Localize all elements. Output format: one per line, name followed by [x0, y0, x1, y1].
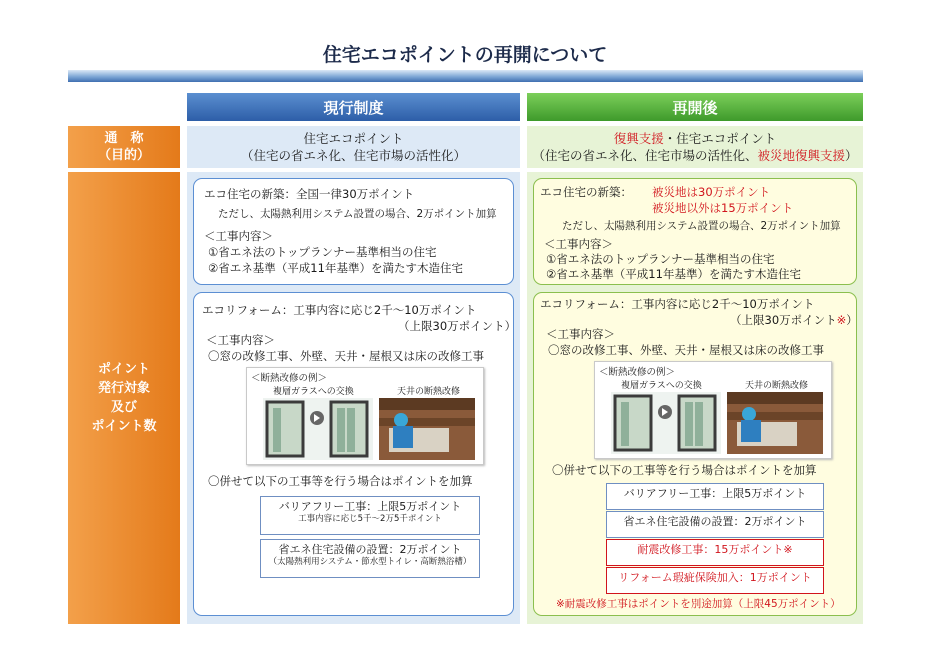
after-barrier-free-label: バリアフリー工事：上限5万ポイント [623, 487, 807, 500]
current-barrier-free-line1: バリアフリー工事：上限5万ポイント [278, 500, 462, 513]
after-reform-work1: 〇窓の改修工事、外壁、天井・屋根又は床の改修工事 [548, 343, 824, 357]
current-name-cell [187, 126, 520, 168]
after-new-build-red2: 被災地以外は15万ポイント [652, 201, 794, 215]
header-after-restart: 再開後 [527, 93, 863, 121]
row-label-name [68, 126, 180, 168]
after-reform-line2 [730, 313, 858, 327]
after-reform-line2-text: （上限30万ポイント [730, 313, 837, 327]
example-caption-glass: 複層ガラスへの交換 [273, 387, 354, 397]
current-energy-equipment-box [260, 539, 480, 578]
insulation-example-title: ＜断熱改修の例＞ [251, 373, 328, 384]
row-label-name-line2: （目的） [97, 148, 150, 163]
after-name-red: 復興支援 [613, 131, 664, 146]
after-new-build-work1: ①省エネ法のトップランナー基準相当の住宅 [546, 252, 775, 266]
after-defect-insurance-label: リフォーム瑕疵保険加入：1万ポイント [618, 571, 812, 584]
current-barrier-free-box [260, 496, 480, 535]
after-name-line2-b: ） [845, 148, 858, 163]
after-new-build-box [533, 178, 857, 285]
after-new-build-work-heading: ＜工事内容＞ [544, 237, 613, 251]
current-energy-equipment-line1: 省エネ住宅設備の設置：2万ポイント [278, 543, 462, 556]
page-title: 住宅エコポイントの再開について [322, 44, 608, 66]
current-new-build-work-heading: ＜工事内容＞ [204, 229, 273, 243]
after-name-line2-red: 被災地復興支援 [757, 148, 845, 163]
after-seismic-box [606, 539, 824, 566]
after-reform-add-note: 〇併せて以下の工事等を行う場合はポイントを加算 [552, 463, 817, 477]
current-new-build-work2: ②省エネ基準（平成11年基準）を満たす木造住宅 [208, 261, 463, 275]
after-energy-equipment-box [606, 511, 824, 538]
current-reform-line1: エコリフォーム：工事内容に応じ2千～10万ポイント [202, 303, 477, 317]
after-example-caption-glass: 複層ガラスへの交換 [621, 381, 702, 391]
after-ceiling-insulation-photo [727, 392, 823, 454]
after-new-build-line3: ただし、太陽熱利用システム設置の場合、2万ポイント加算 [562, 220, 841, 232]
current-energy-equipment-line2: （太陽熱利用システム・節水型トイレ・高断熱浴槽） [268, 557, 472, 567]
current-reform-add-note: 〇併せて以下の工事等を行う場合はポイントを加算 [208, 474, 473, 488]
example-caption-ceiling: 天井の断熱改修 [397, 387, 461, 397]
after-new-build-red1: 被災地は30万ポイント [652, 185, 771, 199]
after-defect-insurance-box [606, 567, 824, 594]
row-label-points-line3: 及び [110, 400, 137, 415]
current-new-build-line2: ただし、太陽熱利用システム設置の場合、2万ポイント加算 [218, 208, 497, 220]
after-window-glass-photo [611, 392, 721, 454]
current-new-build-line1: エコ住宅の新築：全国一律30万ポイント [204, 187, 415, 201]
after-insulation-example-panel [594, 361, 832, 459]
row-label-name-line1: 通 称 [104, 131, 144, 146]
current-body-cell [187, 172, 520, 624]
after-reform-line2-end: ） [846, 313, 858, 327]
current-reform-box [193, 292, 517, 616]
current-barrier-free-line2: 工事内容に応じ5千～2万5千ポイント [298, 514, 442, 524]
after-new-build-label: エコ住宅の新築： [540, 185, 632, 199]
after-footnote: ※耐震改修工事はポイントを別途加算（上限45万ポイント） [556, 598, 841, 610]
ceiling-insulation-photo [379, 398, 475, 460]
current-name-line1: 住宅エコポイント [303, 131, 404, 146]
after-name-line2 [527, 147, 863, 164]
after-name-line1 [527, 130, 863, 147]
current-new-build-work1: ①省エネ法のトップランナー基準相当の住宅 [208, 245, 437, 259]
row-label-points-line4: ポイント数 [91, 419, 157, 434]
current-new-build-box [193, 178, 514, 285]
after-body-cell [527, 172, 863, 624]
current-reform-work-heading: ＜工事内容＞ [206, 333, 275, 347]
after-insulation-example-title: ＜断熱改修の例＞ [599, 367, 676, 378]
row-label-points-line2: 発行対象 [97, 381, 150, 396]
current-name-line2: （住宅の省エネ化、住宅市場の活性化） [240, 148, 466, 163]
after-new-build-work2: ②省エネ基準（平成11年基準）を満たす木造住宅 [546, 267, 801, 281]
after-name-line2-a: （住宅の省エネ化、住宅市場の活性化、 [532, 148, 758, 163]
after-reform-box [533, 292, 857, 616]
after-name-cell [527, 126, 863, 168]
header-current-system: 現行制度 [187, 93, 520, 121]
current-reform-line2: （上限30万ポイント） [398, 319, 517, 333]
window-glass-photo [263, 398, 373, 460]
title-underline-bar [68, 70, 863, 82]
after-reform-line2-mark: ※ [836, 313, 847, 327]
after-reform-line1: エコリフォーム：工事内容に応じ2千～10万ポイント [540, 297, 815, 311]
after-barrier-free-box [606, 483, 824, 510]
after-name-rest: ・住宅エコポイント [663, 131, 777, 146]
current-reform-work1: 〇窓の改修工事、外壁、天井・屋根又は床の改修工事 [208, 349, 484, 363]
row-label-points-line1: ポイント [97, 362, 150, 377]
row-label-points [68, 172, 180, 624]
after-energy-equipment-label: 省エネ住宅設備の設置：2万ポイント [623, 515, 807, 528]
insulation-example-panel [246, 367, 484, 465]
after-reform-work-heading: ＜工事内容＞ [546, 327, 615, 341]
after-example-caption-ceiling: 天井の断熱改修 [745, 381, 809, 391]
after-seismic-label: 耐震改修工事：15万ポイント※ [637, 543, 793, 556]
